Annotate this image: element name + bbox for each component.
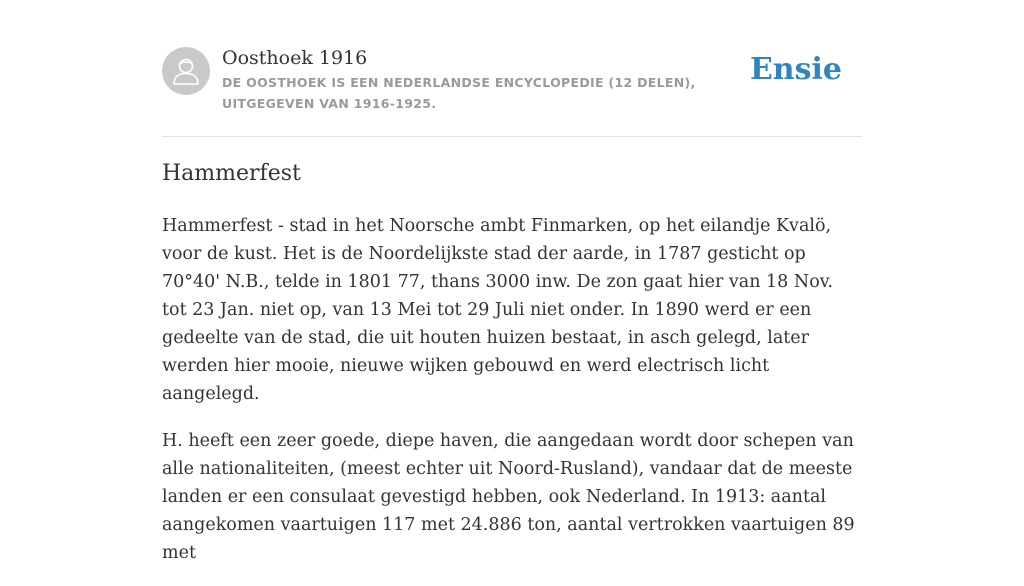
- avatar[interactable]: [162, 47, 210, 95]
- article-paragraph: H. heeft een zeer goede, diepe haven, die aangedaan wordt door schepen van alle nationaliteiten, (meest echter uit Noord-Rusland), vandaar dat de meeste landen er een consulaat gevestigd hebben, ook Nederland. In 1913: aantal aangekomen vaartuigen 117 met 24.886 ton, aantal vertrokken vaartuigen 89 met: [162, 431, 855, 563]
- source-name[interactable]: Oosthoek 1916: [222, 47, 368, 69]
- ensie-logo[interactable]: Ensie: [749, 52, 842, 87]
- article-paragraph: Hammerfest - stad in het Noorsche ambt Finmarken, op het eilandje Kvalö, voor de kust. Het is de Noordelijkste stad der aarde, in 1787 gesticht op 70°40' N.B., telde in 1801 77, thans 3000 inw. De zon gaat hier van 18 Nov. tot 23 Jan. niet op, van 13 Mei tot 29 Juli niet onder. In 1890 werd er een gedeelte van de stad, die uit houten huizen bestaat, in asch gelegd, later werden hier mooie, nieuwe wijken gebouwd en werd electrisch licht aangelegd.: [162, 216, 834, 404]
- source-description: DE OOSTHOEK IS EEN NEDERLANDSE ENCYCLOPEDIE (12 DELEN), UITGEGEVEN VAN 1916-1925.: [222, 75, 696, 111]
- article-body: [162, 212, 862, 586]
- page-container: [162, 0, 862, 563]
- source-header: [162, 0, 862, 137]
- user-icon: [162, 47, 210, 95]
- article-title: Hammerfest: [162, 161, 301, 186]
